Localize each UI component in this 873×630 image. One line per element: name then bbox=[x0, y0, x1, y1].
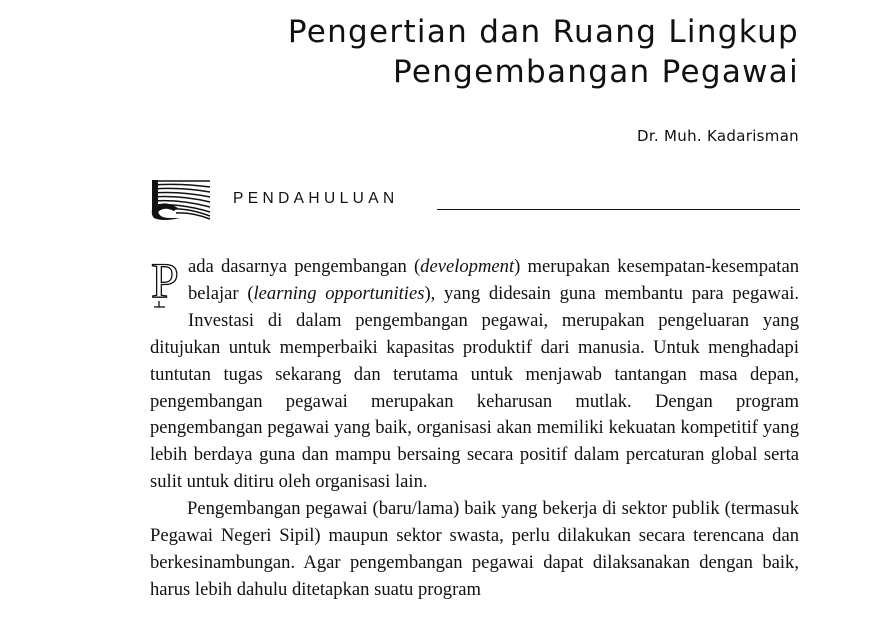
body-text bbox=[150, 254, 799, 604]
paragraph-1-text-c: ), yang didesain guna membantu para pegawai. Investasi di dalam pengembangan pegawai, merupakan pengeluaran yang ditujukan untuk memperbaiki kapasitas produktif dari manusia. Untuk menghadapi tuntutan tugas sekarang dan terutama untuk menjawab tantangan masa depan, pengembangan pegawai merupakan keharusan mutlak. Dengan program pengembangan pegawai yang baik, organisasi akan memiliki kekuatan kompetitif yang lebih berdaya guna dan mampu bersaing secara positif dalam percaturan global serta sulit untuk ditiru oleh organisasi lain. bbox=[150, 282, 800, 493]
term-development: development bbox=[420, 256, 515, 277]
decorative-initial-icon bbox=[150, 257, 188, 309]
page-title-line-1: Pengertian dan Ruang Lingkup bbox=[287, 14, 799, 50]
author-name: Dr. Muh. Kadarisman bbox=[636, 127, 799, 145]
paragraph-2: Pengembangan pegawai (baru/lama) baik yang bekerja di sektor publik (termasuk Pegawai Negeri Sipil) maupun sektor swasta, perlu dilakukan secara terencana dan berkesinambungan. Agar pengembangan pegawai dapat dilaksanakan dengan baik, harus lebih dahulu ditetapkan suatu program bbox=[150, 498, 799, 600]
book-icon bbox=[150, 178, 212, 222]
page-title-line-2: Pengembangan Pegawai bbox=[392, 54, 799, 90]
section-heading: PENDAHULUAN bbox=[233, 190, 399, 207]
paragraph-1-text-a: ada dasarnya pengembangan ( bbox=[188, 256, 421, 277]
svg-text:P: P bbox=[151, 257, 179, 308]
section-heading-rule bbox=[437, 209, 800, 210]
paragraph-1 bbox=[150, 254, 799, 496]
paragraph-1-text-b: ) merupakan kesempatan-kesempatan belajar ( bbox=[188, 256, 799, 304]
page-title bbox=[288, 12, 799, 92]
term-learning-opportunities: learning opportunities bbox=[253, 282, 425, 304]
